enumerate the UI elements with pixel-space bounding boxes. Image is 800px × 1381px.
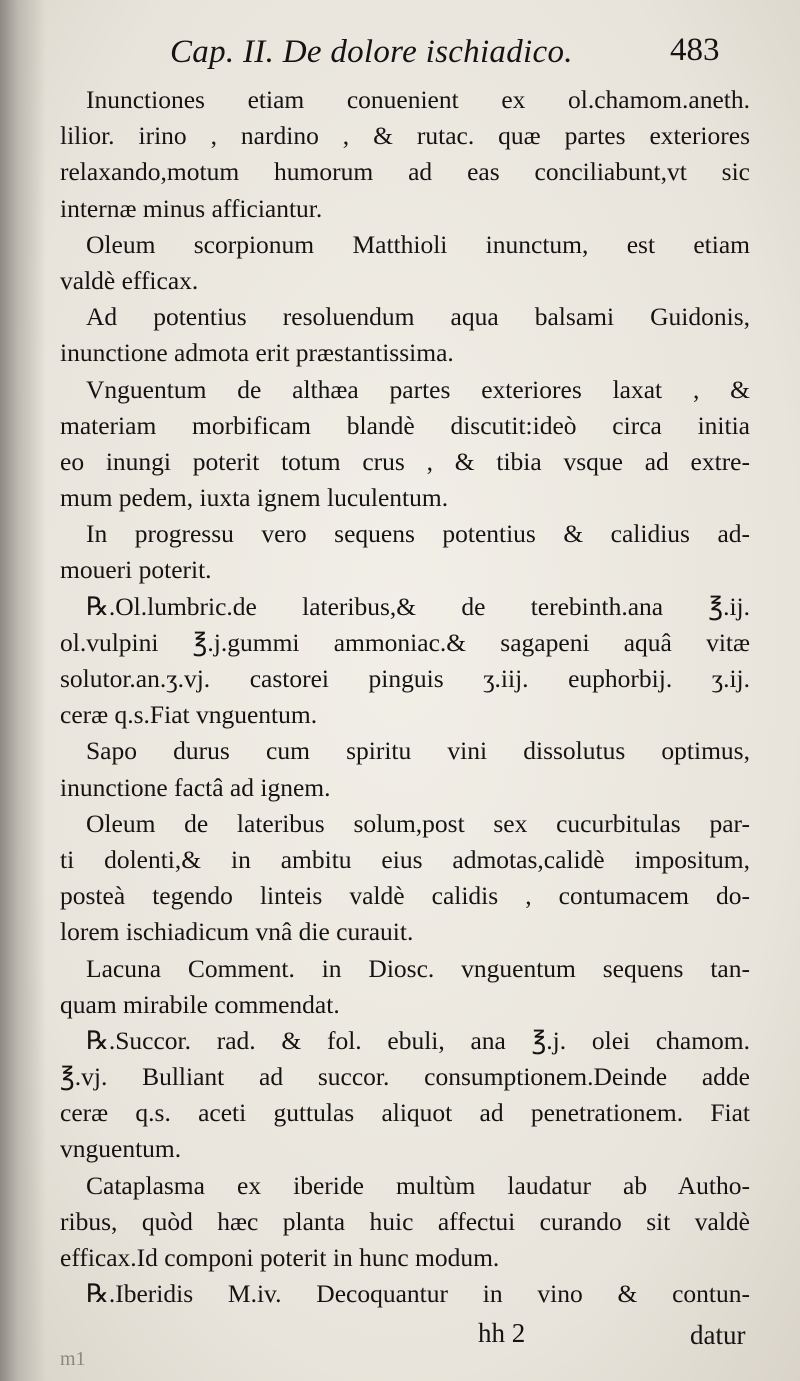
text-line: inunctione factâ ad ignem. (60, 772, 331, 802)
text-line: quam mirabile commendat. (60, 989, 340, 1019)
catchword: datur (690, 1320, 746, 1350)
text-line: lorem ischiadicum vnâ die curauit. (60, 917, 414, 947)
page-header (0, 30, 800, 82)
page-footer (0, 1318, 800, 1358)
text-line: efficax.Id componi poterit in hunc modum. (60, 1243, 500, 1272)
text-line: lilior. irino , nardino , & rutac. quæ partes exteriores (60, 121, 750, 151)
text-line: Inunctiones etiam conuenient ex ol.chamom.aneth. (86, 85, 750, 114)
text-line: ti dolenti,& in ambitu eius admotas,calidè impositum, (60, 844, 750, 874)
text-line: mum pedem, iuxta ignem luculentum. (60, 483, 449, 513)
bleed-through-text: m1 (60, 1348, 86, 1370)
text-line: ceræ q.s. aceti guttulas aliquot ad penetrationem. Fiat (60, 1098, 750, 1128)
text-line: materiam morbificam blandè discutit:ideò circa initia (60, 410, 750, 440)
text-line: Oleum scorpionum Matthioli inunctum, est etiam (86, 229, 750, 259)
text-line: ol.vulpini ℥.j.gummi ammoniac.& sagapeni aquâ vitæ (60, 627, 750, 657)
text-line: solutor.an.ʒ.vj. castorei pinguis ʒ.iij. euphorbij. ʒ.ij. (60, 664, 750, 693)
text-line: Ad potentius resoluendum aqua balsami Guidonis, (86, 302, 750, 332)
text-line: In progressu vero sequens potentius & calidius ad- (86, 519, 750, 549)
running-title: Cap. II. De dolore ischiadico. (170, 34, 573, 70)
text-line: Sapo durus cum spiritu vini dissolutus optimus, (86, 736, 750, 766)
text-line: ℞.Iberidis M.iv. Decoquantur in vino & contun- (86, 1279, 750, 1309)
gutter-shadow (0, 0, 46, 1381)
text-line: ℞.Ol.lumbric.de lateribus,& de terebinth.ana ℥.ij. (86, 591, 750, 621)
text-line: moueri poterit. (60, 555, 212, 585)
text-line: ceræ q.s.Fiat vnguentum. (60, 700, 318, 730)
signature-mark: hh 2 (478, 1318, 526, 1348)
text-line: inunctione admota erit præstantissima. (60, 338, 454, 368)
text-line: Oleum de lateribus solum,post sex cucurbitulas par- (86, 808, 750, 838)
text-line: Cataplasma ex iberide multùm laudatur ab Autho- (86, 1170, 750, 1200)
page-number: 483 (670, 32, 720, 68)
text-line: posteà tegendo linteis valdè calidis , contumacem do- (60, 881, 750, 911)
text-line: ribus, quòd hæc planta huic affectui curando sit valdè (60, 1206, 750, 1236)
body-text (60, 82, 750, 1312)
text-line: vnguentum. (60, 1134, 182, 1164)
text-line: ℥.vj. Bulliant ad succor. consumptionem.Deinde adde (60, 1062, 750, 1092)
text-line: Vnguentum de althæa partes exteriores laxat , & (86, 374, 750, 404)
text-line: valdè efficax. (60, 265, 199, 295)
text-line: relaxando,motum humorum ad eas conciliabunt,vt sic (60, 157, 750, 187)
text-line: Lacuna Comment. in Diosc. vnguentum sequens tan- (86, 953, 750, 983)
text-line: internæ minus afficiantur. (60, 193, 323, 223)
text-line: eo inungi poterit totum crus , & tibia vsque ad extre- (60, 446, 750, 476)
text-line: ℞.Succor. rad. & fol. ebuli, ana ℥.j. olei chamom. (86, 1025, 750, 1055)
